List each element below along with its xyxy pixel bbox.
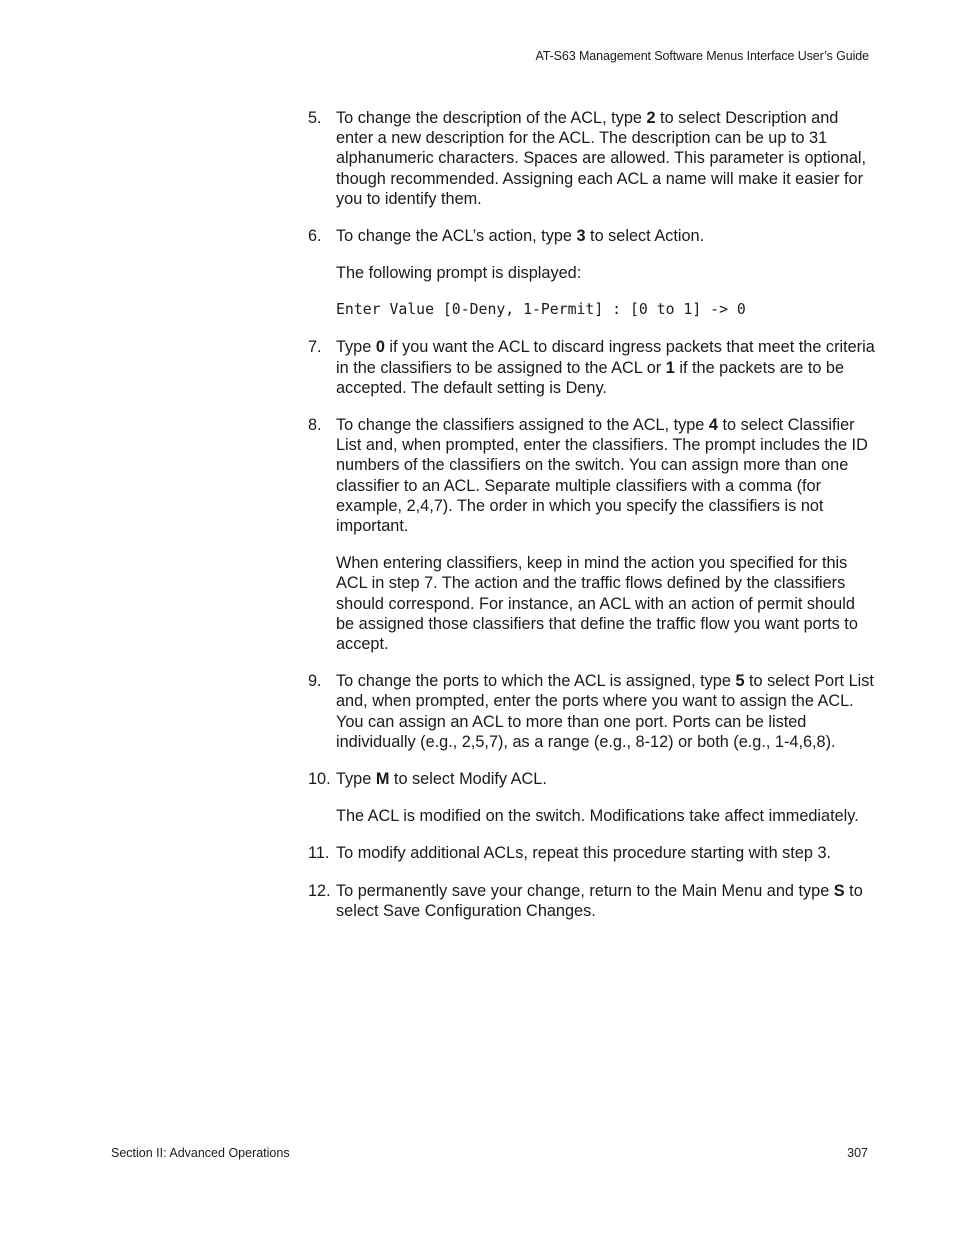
key-label: 5 <box>735 672 745 691</box>
step-number: 5. <box>308 109 322 127</box>
step-10 <box>305 769 875 789</box>
document-body <box>305 108 875 921</box>
step-8 <box>305 415 875 536</box>
step-text: Type 0 if you want the ACL to discard ingress packets that meet the criteria in the classifiers to be assigned to the ACL or 1 if the packets are to be accepted. The default setting is Deny. <box>336 338 875 397</box>
page-number: 307 <box>847 1146 868 1160</box>
step-6 <box>305 226 875 246</box>
step-number: 11. <box>308 844 330 863</box>
prompt-code: Enter Value [0-Deny, 1-Permit] : [0 to 1] -> 0 <box>336 301 746 319</box>
step-number: 8. <box>308 416 322 435</box>
footer-section: Section II: Advanced Operations <box>111 1146 290 1160</box>
key-label: 2 <box>646 109 656 127</box>
step-text: To change the ACL’s action, type 3 to select Action. <box>336 227 705 246</box>
step-12 <box>305 881 875 921</box>
step-text: To change the classifiers assigned to the ACL, type 4 to select Classifier List and, when prompted, enter the classifiers. The prompt includes the ID numbers of the classifiers on the switch. You can assign more than one classifier to an ACL. Separate multiple classifiers with a comma (for example, 2,4,7). The order in which you specify the classifiers is not important. <box>336 416 868 536</box>
step-note: The ACL is modified on the switch. Modifications take affect immediately. <box>336 807 859 826</box>
step-number: 7. <box>308 338 322 357</box>
step-text: To change the ports to which the ACL is assigned, type 5 to select Port List and, when prompted, enter the ports where you want to assign the ACL. You can assign an ACL to more than one port. Ports can be listed individually (e.g., 2,5,7), as a range (e.g., 8-12) or both (e.g., 1-4,6,8). <box>336 672 874 751</box>
step-number: 10. <box>308 770 331 789</box>
step-number: 12. <box>308 881 331 900</box>
key-label: M <box>375 770 390 789</box>
step-11 <box>305 843 875 863</box>
step-number: 6. <box>308 227 322 246</box>
step-text: To permanently save your change, return to the Main Menu and type S to select Save Configuration Changes. <box>336 881 863 920</box>
step-5 <box>305 108 875 209</box>
step-text: To modify additional ACLs, repeat this procedure starting with step 3. <box>336 844 832 863</box>
key-label: 3 <box>576 227 586 246</box>
key-label: 1 <box>665 358 675 377</box>
step-number: 9. <box>308 672 322 691</box>
step-9 <box>305 671 875 752</box>
step-text: Type M to select Modify ACL. <box>336 770 547 789</box>
step-text: To change the description of the ACL, type 2 to select Description and enter a new description for the ACL. The description can be up to 31 alphanumeric characters. Spaces are allowed. This parameter is optional, though recommended. Assigning each ACL a name will make it easier for you to identify them. <box>336 109 867 208</box>
step-7 <box>305 337 875 398</box>
key-label: 4 <box>708 416 718 435</box>
step-note: The following prompt is displayed: <box>336 264 582 283</box>
step-note: When entering classifiers, keep in mind the action you specified for this ACL in step 7. The action and the traffic flows defined by the classifiers should correspond. For instance, an ACL with an action of permit should be assigned those classifiers that define the traffic flow you want ports to accept. <box>336 554 858 654</box>
key-label: S <box>833 881 845 900</box>
key-label: 0 <box>375 338 385 357</box>
running-header: AT-S63 Management Software Menus Interface User’s Guide <box>535 49 869 63</box>
